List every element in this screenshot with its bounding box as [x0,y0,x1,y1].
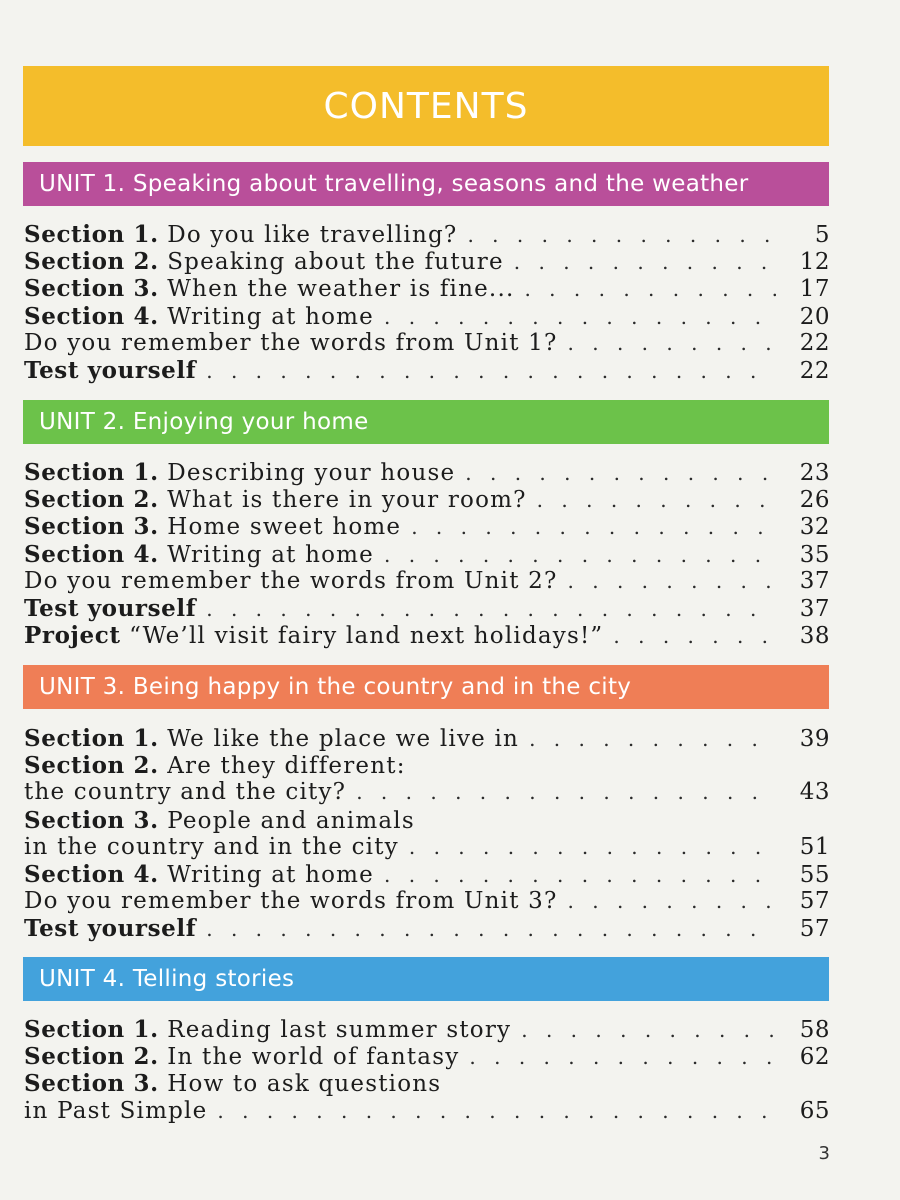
entry-title: Do you remember the words from Unit 2? [24,567,558,594]
entry-text [24,622,603,650]
entry-page-number: 58 [799,1017,830,1043]
entry-text [24,303,374,331]
toc-entry [24,1016,830,1043]
dot-leader [529,726,776,753]
dot-leader [469,1044,776,1071]
entry-text [24,595,196,623]
toc-entry [24,357,830,384]
toc-entry [24,595,830,622]
dot-leader [467,222,776,249]
entry-label: Section 4. [24,860,159,888]
toc-entry [24,888,830,915]
entry-title: How to ask questions [167,1071,442,1098]
entry-page-number: 32 [799,514,830,541]
entry-page-number: 22 [799,357,830,384]
entry-page-number: 62 [799,1044,830,1071]
entry-text [24,779,346,806]
entry-text [24,1016,511,1044]
entry-text [24,541,374,569]
entry-title: Home sweet home [167,514,402,541]
dot-leader [206,358,776,385]
unit-3-toc [24,725,830,943]
toc-entry [24,248,830,275]
entry-title: in Past Simple [24,1097,208,1124]
unit-2-toc [24,459,830,649]
entry-label: Section 2. [24,1043,159,1071]
entry-page-number: 17 [799,276,830,303]
dot-leader [514,249,776,276]
entry-page-number: 38 [799,623,830,650]
entry-page-number: 5 [814,222,830,248]
entry-title: Are they different: [167,753,406,780]
page-number: 3 [818,1143,830,1164]
entry-title: Do you remember the words from Unit 1? [24,329,558,356]
entry-text [24,513,401,541]
entry-page-number: 12 [799,249,830,276]
entry-label: Section 3. [24,275,159,303]
dot-leader [384,304,776,331]
entry-page-number: 22 [799,329,830,356]
toc-entry [24,1098,830,1125]
dot-leader [524,276,776,303]
dot-leader [537,487,776,514]
entry-title: the country and the city? [24,779,347,806]
toc-entry [24,622,830,649]
entry-page-number: 20 [799,303,830,330]
entry-text [24,248,504,276]
entry-page-number: 57 [799,916,830,943]
dot-leader [409,834,776,861]
entry-title: Speaking about the future [167,249,504,276]
entry-page-number: 57 [799,888,830,915]
toc-entry [24,541,830,568]
entry-page-number: 39 [799,726,830,752]
unit-4-heading: UNIT 4. Telling stories [23,957,829,1001]
unit-1-toc [24,221,830,384]
entry-title: Do you remember the words from Unit 3? [24,888,558,915]
entry-page-number: 23 [799,460,830,486]
entry-text [24,915,196,943]
entry-label: Project [24,622,121,650]
entry-page-number: 43 [799,779,830,806]
entry-page-number: 65 [799,1097,830,1124]
toc-entry [24,725,830,752]
entry-title: Describing your house [167,460,456,486]
entry-text [24,834,399,861]
toc-entry [24,779,830,806]
entry-text [24,888,558,915]
toc-entry [24,752,830,779]
dot-leader [411,514,776,541]
entry-label: Section 2. [24,248,159,276]
entry-label: Test yourself [24,915,197,943]
entry-text [24,861,374,889]
entry-label: Test yourself [24,356,197,384]
entry-text [24,1043,459,1071]
dot-leader [384,862,776,889]
toc-entry [24,303,830,330]
dot-leader [521,1017,776,1044]
entry-label: Section 2. [24,752,159,780]
unit-4-toc [24,1016,830,1125]
dot-leader [568,888,776,915]
entry-text [24,357,196,385]
entry-text [24,807,415,835]
entry-text [24,486,527,514]
entry-text [24,221,457,249]
entry-text [24,275,514,303]
toc-entry [24,915,830,942]
toc-entry [24,513,830,540]
entry-title: Writing at home [167,861,374,888]
entry-title: Do you like travelling? [167,222,458,248]
entry-label: Section 4. [24,540,159,568]
toc-entry [24,861,830,888]
entry-title: When the weather is fine... [167,276,515,303]
toc-entry [24,459,830,486]
toc-entry [24,486,830,513]
dot-leader [465,460,776,487]
entry-text [24,1098,207,1125]
entry-label: Section 4. [24,302,159,330]
toc-entry [24,834,830,861]
toc-entry [24,1043,830,1070]
toc-entry [24,275,830,302]
entry-title: in the country and in the city [24,833,399,860]
entry-text [24,459,455,487]
entry-label: Section 1. [24,221,159,248]
entry-page-number: 37 [799,595,830,622]
unit-3-heading: UNIT 3. Being happy in the country and in the city [23,665,829,709]
entry-page-number: 51 [799,833,830,860]
entry-label: Section 2. [24,486,159,514]
toc-entry [24,330,830,357]
entry-text [24,1070,441,1098]
entry-title: “We’ll visit fairy land next holidays!” [129,623,604,650]
entry-title: Reading last summer story [167,1017,512,1043]
entry-page-number: 26 [799,487,830,514]
entry-label: Test yourself [24,594,197,622]
toc-entry [24,221,830,248]
dot-leader [568,330,776,357]
unit-1-heading: UNIT 1. Speaking about travelling, seasons and the weather [23,162,829,206]
entry-title: We like the place we live in [167,726,520,752]
dot-leader [217,1098,776,1125]
entry-label: Section 3. [24,806,159,834]
entry-label: Section 1. [24,725,159,752]
entry-label: Section 1. [24,1016,159,1043]
toc-entry [24,807,830,834]
dot-leader [356,779,776,806]
entry-title: In the world of fantasy [167,1044,460,1071]
toc-entry [24,568,830,595]
entry-label: Section 1. [24,459,159,486]
entry-page-number: 35 [799,541,830,568]
dot-leader [568,568,776,595]
contents-heading: CONTENTS [23,66,829,146]
entry-text [24,568,558,595]
dot-leader [384,542,776,569]
entry-page-number: 37 [799,567,830,594]
entry-title: People and animals [167,807,415,834]
entry-text [24,752,406,780]
entry-title: Writing at home [167,303,374,330]
dot-leader [206,916,776,943]
dot-leader [206,596,776,623]
entry-page-number: 55 [799,861,830,888]
entry-title: What is there in your room? [167,487,527,514]
entry-title: Writing at home [167,541,374,568]
dot-leader [613,623,776,650]
entry-text [24,330,558,357]
entry-text [24,725,519,753]
entry-label: Section 3. [24,1070,159,1098]
toc-entry [24,1070,830,1097]
unit-2-heading: UNIT 2. Enjoying your home [23,400,829,444]
entry-label: Section 3. [24,513,159,541]
